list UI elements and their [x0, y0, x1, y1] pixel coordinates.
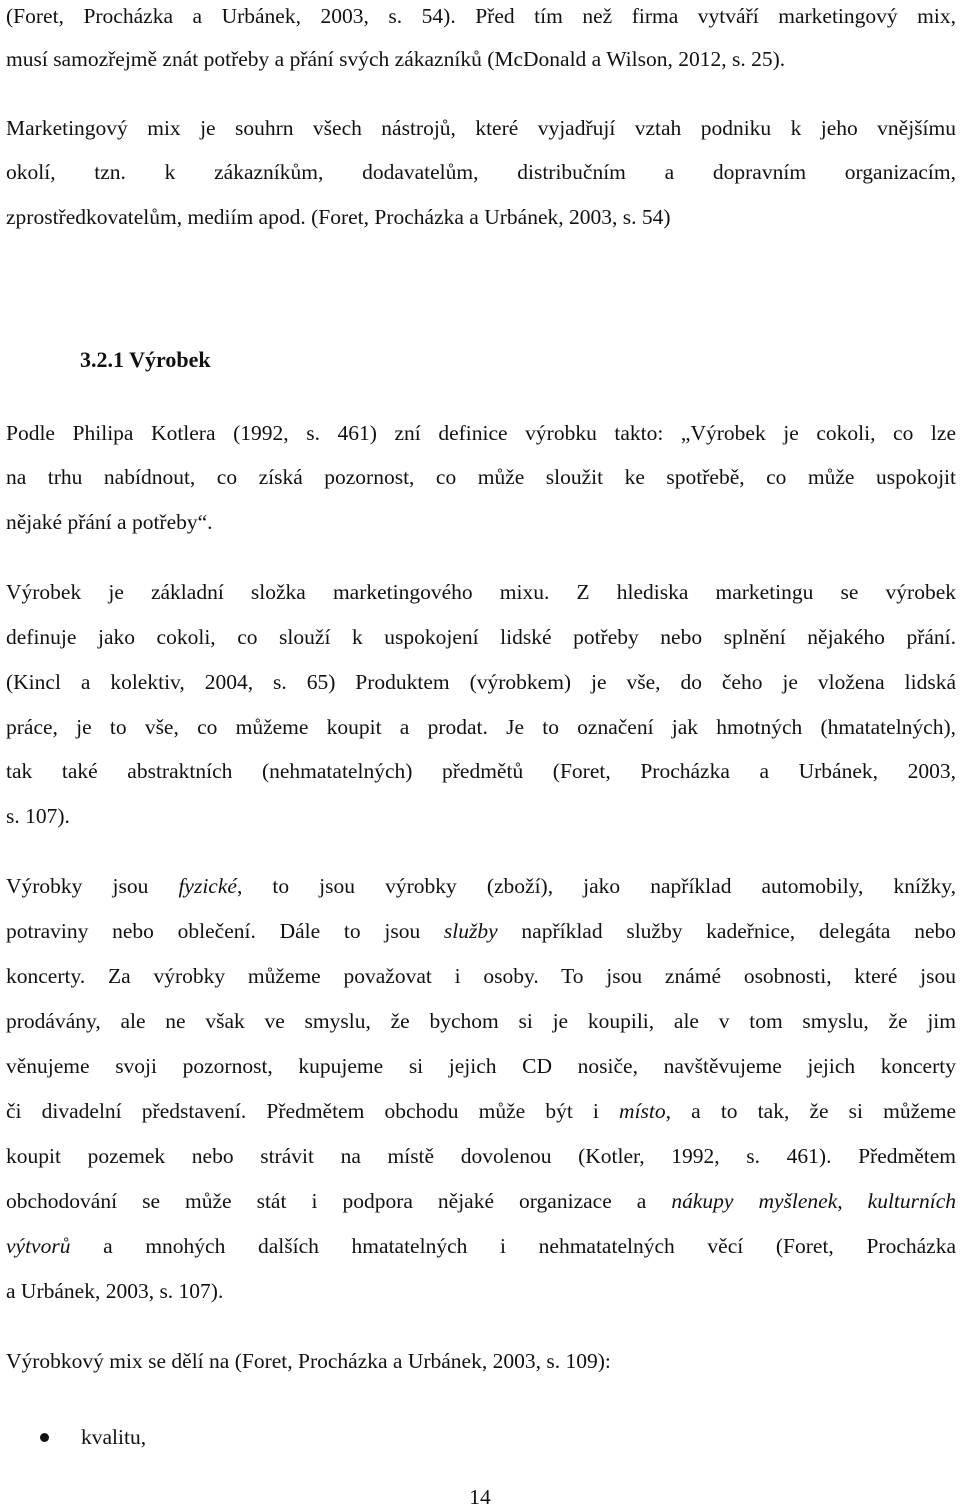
paragraph-line — [6, 918, 956, 944]
paragraph-line — [6, 1188, 956, 1214]
paragraph-line: prodávány, ale ne však ve smyslu, že bychom si je koupili, ale v tom smyslu, že jim — [6, 1009, 956, 1033]
italic-term: fyzické — [178, 874, 237, 898]
text-run: , to jsou výrobky (zboží), jako například automobily, knížky, — [236, 874, 956, 898]
italic-term: nákupy myšlenek — [671, 1189, 838, 1213]
italic-term: kulturních — [867, 1189, 957, 1213]
text-run: například služby kadeřnice, delegáta nebo — [497, 919, 956, 943]
paragraph-line: Výrobek je základní složka marketingového mixu. Z hlediska marketingu se výrobek — [6, 580, 956, 604]
text-run: , — [837, 1189, 868, 1213]
section-heading: 3.2.1 Výrobek — [80, 347, 211, 372]
text-run: či divadelní představení. Předmětem obchodu může být i — [6, 1099, 620, 1123]
paragraph-line: věnujeme svoji pozornost, kupujeme si jejich CD nosiče, navštěvujeme jejich koncerty — [6, 1054, 956, 1078]
paragraph-line: na trhu nabídnout, co získá pozornost, co může sloužit ke spotřebě, co může uspokojit — [6, 465, 956, 489]
paragraph-line — [6, 873, 956, 899]
paragraph-line: musí samozřejmě znát potřeby a přání svých zákazníků (McDonald a Wilson, 2012, s. 25). — [6, 47, 786, 71]
page-number: 14 — [469, 1485, 491, 1509]
paragraph-line: tak také abstraktních (nehmatatelných) předmětů (Foret, Procházka a Urbánek, 2003, — [6, 759, 956, 783]
italic-term: místo — [619, 1099, 666, 1123]
paragraph-line: práce, je to vše, co můžeme koupit a prodat. Je to označení jak hmotných (hmatatelných), — [6, 715, 956, 739]
paragraph-line: s. 107). — [6, 804, 70, 828]
bullet-icon — [40, 1433, 49, 1442]
paragraph-line: Marketingový mix je souhrn všech nástrojů, které vyjadřují vztah podniku k jeho vnějšímu — [6, 116, 956, 140]
paragraph-line: a Urbánek, 2003, s. 107). — [6, 1279, 224, 1303]
paragraph-line: nějaké přání a potřeby“. — [6, 510, 213, 534]
paragraph-line: Výrobkový mix se dělí na (Foret, Procházka a Urbánek, 2003, s. 109): — [6, 1349, 611, 1373]
text-run: , a to tak, že si můžeme — [665, 1099, 956, 1123]
italic-term: výtvorů — [6, 1234, 71, 1258]
text-run: obchodování se může stát i podpora nějaké organizace a — [6, 1189, 672, 1213]
text-run: potraviny nebo oblečení. Dále to jsou — [6, 919, 444, 943]
paragraph-line: zprostředkovatelům, mediím apod. (Foret, Procházka a Urbánek, 2003, s. 54) — [6, 205, 671, 229]
paragraph-line: (Foret, Procházka a Urbánek, 2003, s. 54). Před tím než firma vytváří marketingový mix, — [6, 4, 956, 28]
italic-term: služby — [443, 919, 498, 943]
paragraph-line — [6, 1233, 956, 1259]
list-item: kvalitu, — [81, 1425, 147, 1449]
paragraph-line: Podle Philipa Kotlera (1992, s. 461) zní definice výrobku takto: „Výrobek je cokoli, co lze — [6, 421, 956, 445]
paragraph-line: definuje jako cokoli, co slouží k uspokojení lidské potřeby nebo splnění nějakého přání. — [6, 625, 956, 649]
paragraph-line: koupit pozemek nebo strávit na místě dovolenou (Kotler, 1992, s. 461). Předmětem — [6, 1144, 956, 1168]
paragraph-line: (Kincl a kolektiv, 2004, s. 65) Produktem (výrobkem) je vše, do čeho je vložena lidská — [6, 670, 956, 694]
paragraph-line: koncerty. Za výrobky můžeme považovat i osoby. To jsou známé osobnosti, které jsou — [6, 964, 956, 988]
paragraph-line: okolí, tzn. k zákazníkům, dodavatelům, distribučním a dopravním organizacím, — [6, 160, 956, 184]
text-run: a mnohých dalších hmatatelných i nehmatatelných věcí (Foret, Procházka — [70, 1234, 956, 1258]
paragraph-line — [6, 1098, 956, 1124]
text-run: Výrobky jsou — [6, 874, 179, 898]
